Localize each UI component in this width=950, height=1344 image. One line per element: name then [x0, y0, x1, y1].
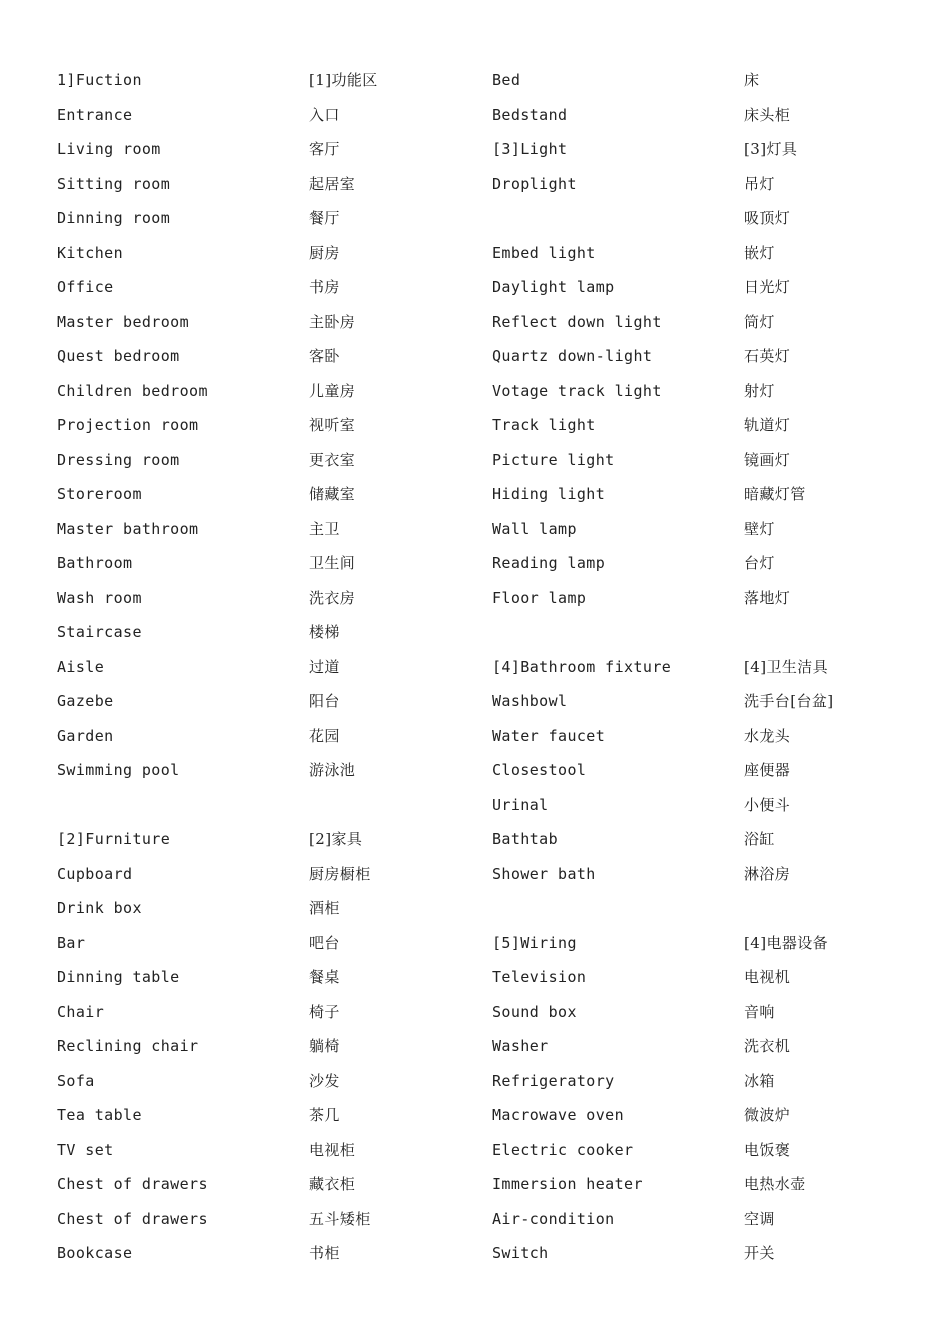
term-english: Chair: [57, 1002, 105, 1021]
term-chinese: 洗衣房: [309, 588, 356, 607]
term-chinese: 游泳池: [309, 761, 356, 779]
term-chinese: 入口: [309, 105, 340, 124]
term-english: Gazebe: [57, 692, 114, 710]
term-chinese: 电热水壶: [744, 1175, 806, 1193]
term-english: Living room: [57, 140, 161, 158]
term-english: Wall lamp: [492, 519, 577, 538]
term-chinese: 壁灯: [744, 519, 775, 538]
term-chinese: 客厅: [309, 140, 340, 158]
term-english: Shower bath: [492, 864, 596, 883]
term-chinese: 主卧房: [309, 312, 356, 331]
term-english: Votage track light: [492, 381, 662, 400]
term-chinese: 音响: [744, 1002, 775, 1021]
term-chinese: 轨道灯: [744, 416, 791, 434]
term-chinese: 电视机: [744, 968, 791, 986]
term-chinese: 厨房: [309, 243, 340, 262]
term-chinese: 开关: [744, 1244, 775, 1262]
term-english: [492, 896, 732, 931]
term-chinese: [744, 896, 934, 931]
term-english: [4]Bathroom fixture: [492, 657, 672, 676]
term-english: Urinal: [492, 795, 549, 814]
term-english: Reading lamp: [492, 554, 606, 572]
term-chinese: 浴缸: [744, 830, 775, 848]
term-english: Office: [57, 278, 114, 296]
term-english: Cupboard: [57, 864, 133, 883]
term-english: Embed light: [492, 243, 596, 262]
term-english: Air-condition: [492, 1209, 615, 1228]
term-english: Tea table: [57, 1106, 142, 1124]
term-english: [5]Wiring: [492, 933, 577, 952]
term-english: [2]Furniture: [57, 830, 171, 848]
term-chinese: 石英灯: [744, 347, 791, 365]
term-english: Hiding light: [492, 485, 606, 503]
term-chinese: 躺椅: [309, 1037, 340, 1055]
term-english: TV set: [57, 1140, 114, 1159]
term-english: Projection room: [57, 416, 199, 434]
term-chinese: 厨房橱柜: [309, 864, 371, 883]
term-chinese: 起居室: [309, 174, 356, 193]
term-chinese: [4]电器设备: [744, 933, 829, 952]
term-chinese: [3]灯具: [744, 140, 798, 158]
term-chinese: 冰箱: [744, 1071, 775, 1090]
term-chinese: 镜画灯: [744, 450, 791, 469]
term-chinese: 五斗矮柜: [309, 1209, 371, 1228]
term-chinese: 主卫: [309, 519, 340, 538]
term-chinese: 吊灯: [744, 174, 775, 193]
term-english: Floor lamp: [492, 588, 587, 607]
term-english: Wash room: [57, 588, 142, 607]
right-english-column: [492, 68, 732, 1276]
term-chinese: 暗藏灯管: [744, 485, 806, 503]
term-chinese: 餐桌: [309, 968, 340, 986]
term-english: Dinning room: [57, 209, 171, 227]
term-chinese: 小便斗: [744, 795, 791, 814]
term-english: Switch: [492, 1244, 549, 1262]
term-english: Swimming pool: [57, 761, 180, 779]
term-english: Refrigeratory: [492, 1071, 615, 1090]
term-chinese: 落地灯: [744, 588, 791, 607]
term-english: [492, 620, 732, 655]
term-chinese: 床头柜: [744, 105, 791, 124]
term-english: Washer: [492, 1037, 549, 1055]
term-chinese: 洗衣机: [744, 1037, 791, 1055]
term-english: Kitchen: [57, 243, 124, 262]
term-english: Entrance: [57, 105, 133, 124]
term-english: Master bedroom: [57, 312, 190, 331]
term-english: Dinning table: [57, 968, 180, 986]
left-english-column: [57, 68, 297, 1276]
term-english: Washbowl: [492, 692, 568, 710]
term-english: [492, 206, 732, 241]
term-chinese: 客卧: [309, 347, 340, 365]
term-english: [57, 793, 297, 828]
term-english: Reflect down light: [492, 312, 662, 331]
term-chinese: 花园: [309, 726, 340, 745]
term-chinese: 储藏室: [309, 485, 356, 503]
term-chinese: 视听室: [309, 416, 356, 434]
left-chinese-column: [309, 68, 479, 1276]
term-chinese: 卫生间: [309, 554, 356, 572]
term-english: Bedstand: [492, 105, 568, 124]
term-chinese: 筒灯: [744, 312, 775, 331]
term-english: Master bathroom: [57, 519, 199, 538]
term-english: Track light: [492, 416, 596, 434]
term-chinese: 藏衣柜: [309, 1175, 356, 1193]
term-english: Chest of drawers: [57, 1175, 208, 1193]
term-chinese: [4]卫生洁具: [744, 657, 829, 676]
term-english: Bed: [492, 71, 521, 89]
term-chinese: 日光灯: [744, 278, 791, 296]
term-english: Bookcase: [57, 1244, 133, 1262]
term-english: Bathroom: [57, 554, 133, 572]
term-chinese: 嵌灯: [744, 243, 775, 262]
term-english: Droplight: [492, 174, 577, 193]
term-chinese: 椅子: [309, 1002, 340, 1021]
term-chinese: 阳台: [309, 692, 340, 710]
term-english: Closestool: [492, 761, 587, 779]
term-english: Picture light: [492, 450, 615, 469]
term-chinese: 吧台: [309, 933, 340, 952]
term-english: Sound box: [492, 1002, 577, 1021]
right-chinese-column: [744, 68, 934, 1276]
term-chinese: 餐厅: [309, 209, 340, 227]
term-chinese: 台灯: [744, 554, 775, 572]
term-english: Children bedroom: [57, 381, 208, 400]
term-chinese: 淋浴房: [744, 864, 791, 883]
term-chinese: [1]功能区: [309, 71, 378, 89]
term-chinese: 更衣室: [309, 450, 356, 469]
term-english: Dressing room: [57, 450, 180, 469]
term-chinese: 书房: [309, 278, 340, 296]
term-english: Sofa: [57, 1071, 95, 1090]
term-english: Television: [492, 968, 587, 986]
term-chinese: 微波炉: [744, 1106, 791, 1124]
term-english: Aisle: [57, 657, 105, 676]
term-english: Chest of drawers: [57, 1209, 208, 1228]
term-english: Drink box: [57, 899, 142, 917]
term-english: 1]Fuction: [57, 71, 142, 89]
term-chinese: 书柜: [309, 1244, 340, 1262]
term-chinese: [2]家具: [309, 830, 363, 848]
term-chinese: 洗手台[台盆]: [744, 692, 834, 710]
term-chinese: 酒柜: [309, 899, 340, 917]
term-english: Immersion heater: [492, 1175, 643, 1193]
term-chinese: 儿童房: [309, 381, 356, 400]
term-english: Electric cooker: [492, 1140, 634, 1159]
term-chinese: 沙发: [309, 1071, 340, 1090]
term-english: Daylight lamp: [492, 278, 615, 296]
term-chinese: 座便器: [744, 761, 791, 779]
term-chinese: 过道: [309, 657, 340, 676]
term-english: Reclining chair: [57, 1037, 199, 1055]
term-chinese: 空调: [744, 1209, 775, 1228]
term-english: [3]Light: [492, 140, 568, 158]
term-english: Garden: [57, 726, 114, 745]
term-chinese: [309, 793, 479, 828]
term-chinese: [744, 620, 934, 655]
term-chinese: 茶几: [309, 1106, 340, 1124]
term-chinese: 电视柜: [309, 1140, 356, 1159]
term-chinese: 水龙头: [744, 726, 791, 745]
term-chinese: 吸顶灯: [744, 209, 791, 227]
term-chinese: 楼梯: [309, 623, 340, 641]
term-english: Water faucet: [492, 726, 606, 745]
term-english: Sitting room: [57, 174, 171, 193]
term-english: Bathtab: [492, 830, 559, 848]
term-english: Staircase: [57, 623, 142, 641]
term-english: Storeroom: [57, 485, 142, 503]
term-english: Bar: [57, 933, 86, 952]
term-chinese: 射灯: [744, 381, 775, 400]
term-chinese: 电饭褒: [744, 1140, 791, 1159]
term-english: Quartz down-light: [492, 347, 653, 365]
term-chinese: 床: [744, 71, 760, 89]
term-english: Macrowave oven: [492, 1106, 625, 1124]
term-english: Quest bedroom: [57, 347, 180, 365]
